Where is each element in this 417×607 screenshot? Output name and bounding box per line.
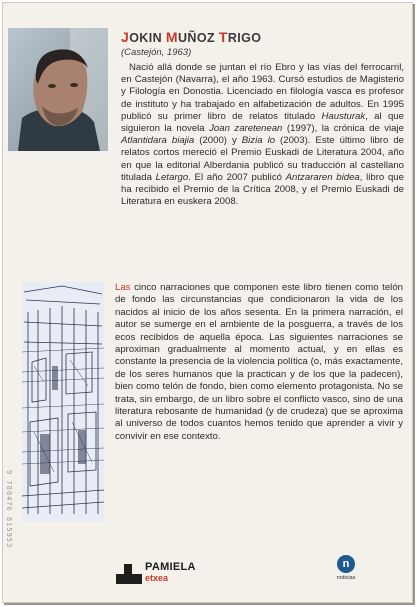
author-name [121, 30, 403, 46]
author-biography [121, 62, 404, 208]
sketch-drawing [22, 282, 104, 522]
publisher-logo [114, 558, 204, 588]
book-title: Letargo [155, 171, 189, 183]
author-birth-info: (Castejón, 1963) [121, 47, 192, 58]
book-title: Atlantidara biajia [121, 135, 195, 147]
author-name-initial: T [218, 29, 228, 45]
sponsor-label: noticias [336, 575, 356, 581]
bio-text: (2000) y [194, 135, 242, 147]
street-sketch-illustration [22, 282, 104, 522]
sponsor-logo [334, 555, 358, 587]
publisher-imprint: etxea [145, 573, 169, 583]
publisher-name: PAMIELA [145, 561, 196, 573]
summary-lead: Las [115, 282, 131, 293]
bio-text: (1997), la crónica de viaje [282, 123, 404, 135]
author-header [121, 30, 403, 58]
book-title: Antzararen bidea [285, 171, 360, 183]
bio-text: . El año 2007 publicó [188, 171, 286, 183]
author-name-initial: M [165, 29, 178, 45]
book-title: Bizia lo [241, 135, 276, 147]
author-name-rest: RIGO [227, 31, 262, 45]
bio-text: (2003). Este último libro de relatos cortos mereció el Premio Euskadi de Literatura 2004, año en que la editorial Alberdania publicó su traducción al castellano titulada [121, 135, 404, 183]
author-name-initial: J [121, 29, 130, 45]
author-portrait-image [8, 28, 108, 151]
book-title: Joan zaretenean [209, 123, 283, 135]
author-name-rest: UÑOZ [177, 31, 219, 45]
isbn-text: 9 788476 815953 [5, 470, 13, 549]
book-title: Hausturak [321, 110, 366, 122]
summary-text: cinco narraciones que componen este libro tienen como telón de fondo las circunstancias que condicionaron la vida de los nacidos al inicio de los años sesenta. En la primera narración, el autor se sumerge en el ambiente de la posguerra, a través de los ecos recibidos de aquella época. Las siguientes narraciones se aproximan gradualmente al momento actual, y en ellas es constante la presencia de la violencia política (o, más exactamente, de los seres humanos que la practican y de los que la padecen), bien como telón de fondo, bien como elemento protagonista. No se trata, sin embargo, de un libro sobre el conflicto vasco, sino de una literatura rebosante de humanidad (y de crudeza) que se aproxima al universo de todos cuantos hemos tenido que aprender a vivir y convivir en ese contexto. [115, 282, 403, 442]
author-photo [8, 28, 108, 151]
author-name-rest: OKIN [129, 31, 166, 45]
bio-text: Nació allá donde se juntan el río Ebro y las vías del ferrocarril, en Castejón (Navarra), el año 1963. Cursó estudios de Magisterio y Filología en Donostia. Licenciado en filología vasca es profesor de instituto y ha trabajado en alfabetización de adultos. En 1995 publicó su primer libro de relatos titulado [121, 62, 404, 122]
bio-text: , al que siguieron la novela [121, 110, 404, 135]
sponsor-n-icon: n [337, 555, 355, 573]
pamiela-mark-icon [114, 558, 144, 586]
isbn-barcode-number [4, 470, 13, 598]
bio-text: , libro que ha recibido el Premio de la Crítica 2008, y el Premio Euskadi de Literatura en euskera 2008. [121, 171, 404, 208]
book-summary [115, 282, 403, 443]
